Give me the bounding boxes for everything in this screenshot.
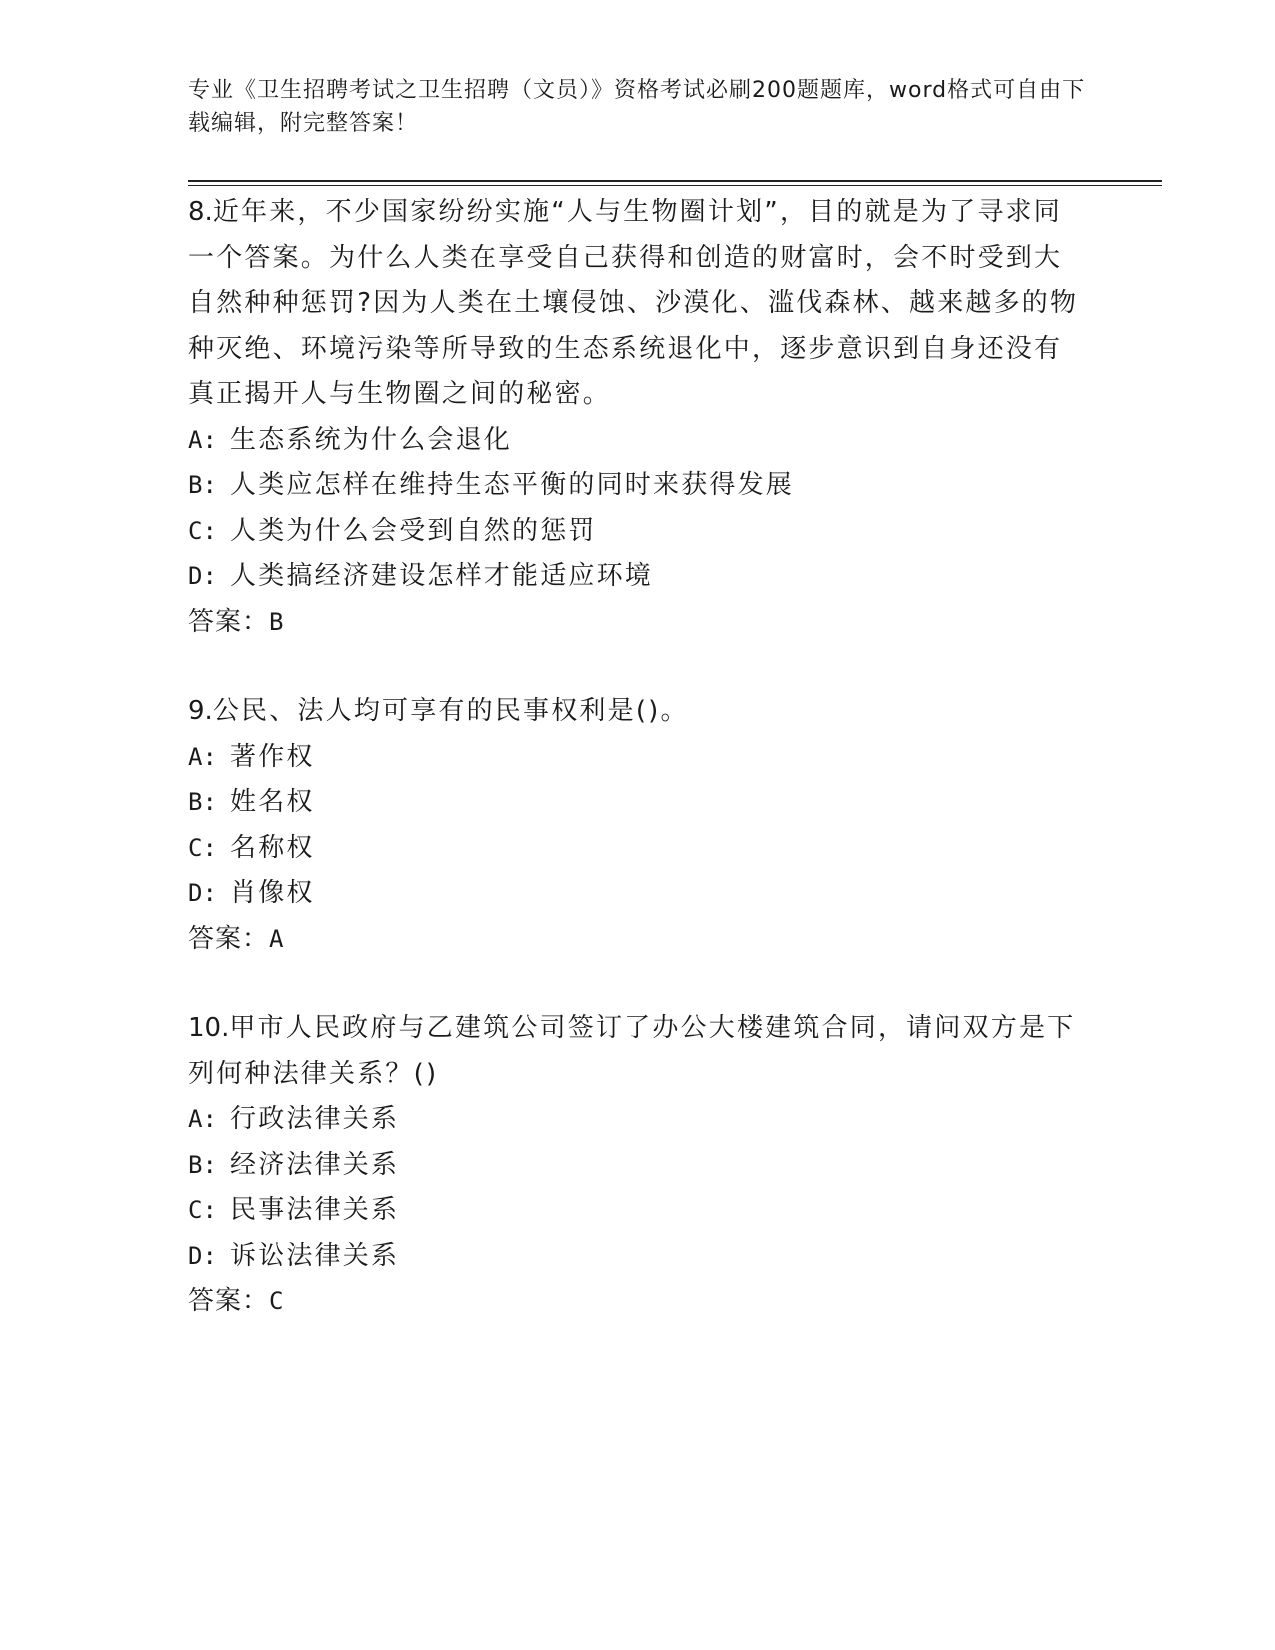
option-text: 经济法律关系: [230, 1149, 400, 1180]
question-stem: 近年来，不少国家纷纷实施“人与生物圈计划”，目的就是为了寻求同一个答案。为什么人类在享受自己获得和创造的财富时，会不时受到大自然种种惩罚?因为人类在土壤侵蚀、沙漠化、滥伐森林、越来越多的物种灭绝、环境污染等所导致的生态系统退化中，逐步意识到自身还没有真正揭开人与生物圈之间的秘密。: [188, 197, 1079, 409]
option-text: 肖像权: [230, 878, 315, 908]
answer-label: 答案：: [188, 923, 270, 954]
option-c: [188, 509, 1088, 555]
option-key: A:: [188, 742, 217, 771]
option-key: B:: [188, 471, 217, 499]
question-text: [188, 689, 1088, 735]
option-a: [188, 735, 1088, 781]
option-a: [188, 418, 1088, 464]
document-header: 专业《卫生招聘考试之卫生招聘（文员）》资格考试必刷200题题库，word格式可自由下载编辑，附完整答案！: [188, 78, 1086, 136]
option-key: D:: [188, 879, 217, 907]
question-number: 8.: [188, 197, 213, 227]
option-text: 人类为什么会受到自然的惩罚: [230, 515, 597, 546]
question-text: [188, 190, 1088, 418]
answer-label: 答案：: [188, 1286, 270, 1316]
question-8: [188, 190, 1088, 645]
option-d: [188, 1234, 1088, 1280]
option-text: 著作权: [230, 741, 315, 772]
answer-line: [188, 917, 1088, 963]
option-d: [188, 554, 1088, 600]
option-b: [188, 1143, 1088, 1189]
option-text: 行政法律关系: [230, 1104, 400, 1134]
question-stem: 公民、法人均可享有的民事权利是()。: [212, 696, 689, 726]
option-key: B:: [188, 1150, 217, 1179]
option-key: A:: [188, 425, 217, 454]
option-text: 诉讼法律关系: [230, 1240, 400, 1271]
option-key: C:: [188, 516, 217, 545]
option-text: 名称权: [230, 832, 315, 863]
option-key: A:: [188, 1105, 217, 1133]
question-text: [188, 1006, 1088, 1097]
question-number: 9.: [188, 696, 213, 726]
header-rule-thick: [188, 180, 1162, 182]
option-text: 人类搞经济建设怎样才能适应环境: [230, 561, 654, 591]
option-c: [188, 1188, 1088, 1234]
answer-line: [188, 600, 1088, 646]
answer-line: [188, 1279, 1088, 1325]
option-b: [188, 463, 1088, 509]
answer-value: B: [269, 607, 285, 636]
option-key: C:: [188, 833, 217, 862]
option-text: 人类应怎样在维持生态平衡的同时来获得发展: [230, 470, 795, 500]
answer-label: 答案：: [188, 606, 270, 637]
question-list: [188, 190, 1088, 1369]
option-c: [188, 826, 1088, 872]
header-rule-thin: [188, 185, 1162, 186]
option-a: [188, 1097, 1088, 1143]
option-key: D:: [188, 1241, 217, 1270]
option-text: 生态系统为什么会退化: [230, 424, 513, 455]
option-text: 姓名权: [230, 787, 315, 817]
option-d: [188, 871, 1088, 917]
answer-value: C: [269, 1287, 285, 1315]
question-stem: 甲市人民政府与乙建筑公司签订了办公大楼建筑合同，请问双方是下列何种法律关系？(): [188, 1013, 1076, 1089]
answer-value: A: [269, 924, 285, 953]
question-9: [188, 689, 1088, 962]
question-number: 10.: [188, 1013, 230, 1043]
question-10: [188, 1006, 1088, 1325]
option-b: [188, 780, 1088, 826]
option-text: 民事法律关系: [230, 1195, 400, 1225]
option-key: C:: [188, 1196, 217, 1224]
option-key: B:: [188, 788, 217, 816]
option-key: D:: [188, 562, 217, 590]
